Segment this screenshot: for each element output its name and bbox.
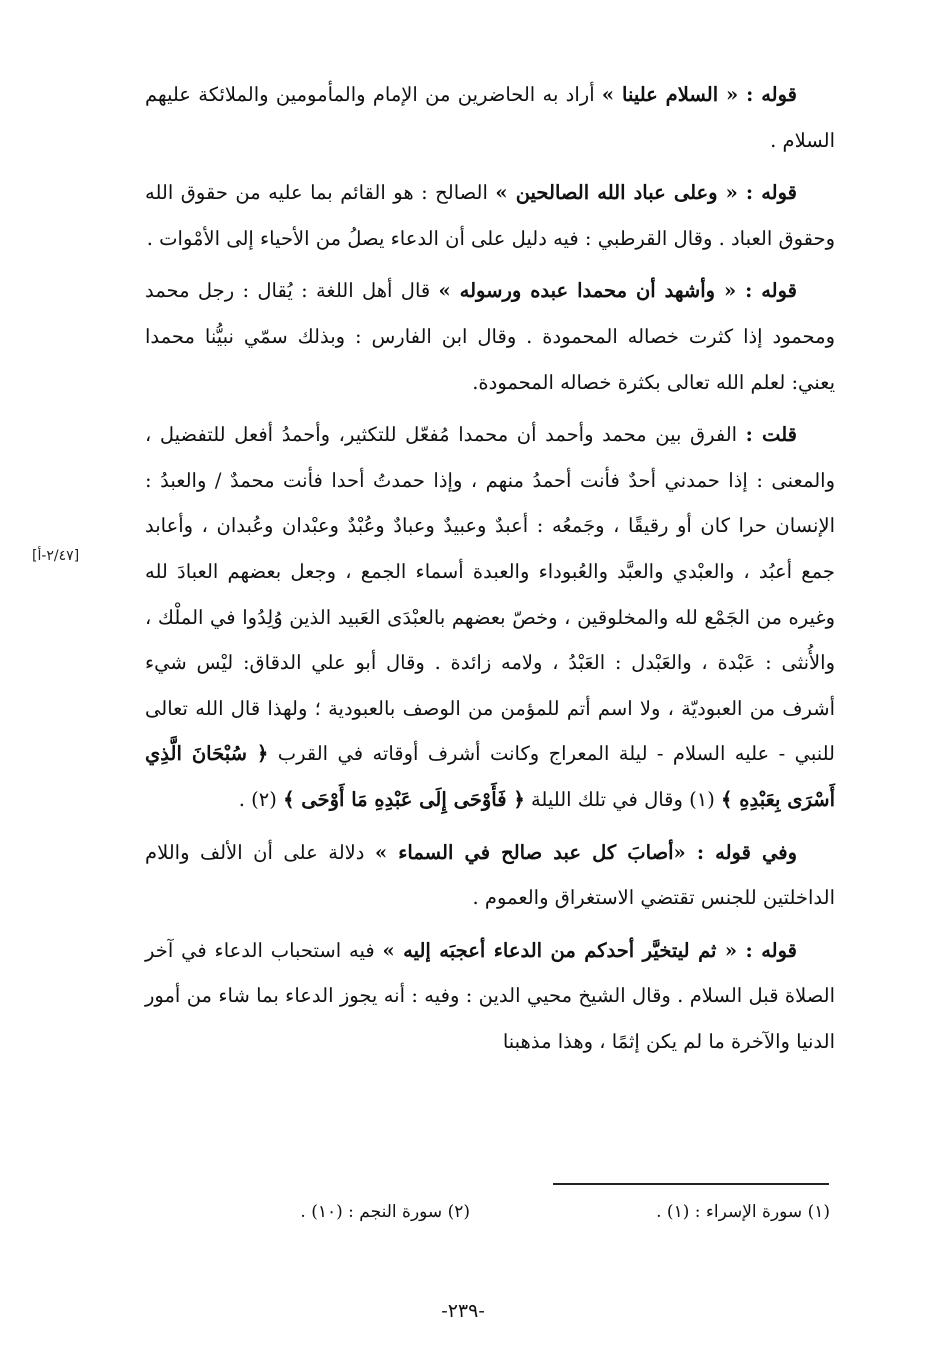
footnote-2: (٢) سورة النجم : (١٠) . xyxy=(300,1202,470,1222)
main-text xyxy=(145,72,835,1071)
paragraph-asaba xyxy=(145,830,835,921)
paragraph-lead: وفي قوله : «أصابَ كل عبد صالح في السماء » xyxy=(374,840,797,864)
footnote-ref[interactable]: (٢) xyxy=(244,787,284,811)
paragraph-lead: قوله : « وأشهد أن محمدا عبده ورسوله » xyxy=(438,279,797,303)
paragraph-body: فيه استحباب الدعاء في آخر الصلاة قبل السلام . وقال الشيخ محيي الدين : وفيه : أنه يجوز الدعاء بما شاء من أمور الدنيا والآخرة ما لم يكن إثمًا ، وهذا مذهبنا xyxy=(145,938,835,1053)
paragraph-lead: قوله : « ثم ليتخيَّر أحدكم من الدعاء أعجبَه إليه » xyxy=(382,938,797,962)
page-number: -٢٣٩- xyxy=(441,1300,485,1322)
paragraph-body: أراد به الحاضرين من الإمام والمأمومين والملائكة عليهم السلام . xyxy=(145,83,835,152)
manuscript-folio-marker: [٢/٤٧-أ] xyxy=(32,548,80,564)
paragraph-qultu xyxy=(145,412,835,822)
paragraph-lead: قوله : « وعلى عباد الله الصالحين » xyxy=(495,181,798,205)
paragraph-salihin xyxy=(145,170,835,261)
footnote-ref[interactable]: (١) xyxy=(682,787,722,811)
paragraph-dua xyxy=(145,928,835,1065)
paragraph-salam xyxy=(145,72,835,163)
paragraph-body: الصالح : هو القائم بما عليه من حقوق الله وحقوق العباد . وقال القرطبي : فيه دليل على أن الدعاء يصلُ من الأحياء إلى الأمْوات . xyxy=(145,181,835,250)
footnote-1: (١) سورة الإسراء : (١) . xyxy=(656,1202,830,1222)
paragraph-body: دلالة على أن الألف واللام الداخلتين للجنس تقتضي الاستغراق والعموم . xyxy=(145,840,835,910)
paragraph-shahada xyxy=(145,268,835,405)
paragraph-body: الفرق بين محمد وأحمد أن محمدا مُفعّل للتكثير، وأحمدُ أفعل للتفضيل ، والمعنى : إذا حمدني أحدٌ فأنت أحمدُ منهم ، وإذا حمدتُ أحدا فأنت محمدٌ / والعبدُ : الإنسان حرا كان أو رقيقًا ، وجَمعُه : أعبدٌ وعبيدٌ وعبادٌ وعُبْدٌ وعبْدان وعُبدان ، وأعابد جمع أعبُد ، والعبْدي والعبَّد والعُبوداء والعبدة أسماء الجمع ، وجعل بعضهم العبادَ لله وغيره من الجَمْع لله والمخلوقين ، وخصّ بعضهم بالعبْدَى العَبيد الذين وُلِدُوا في الملْك ، والأُنثى : عَبْدة ، والعَبْدل : العَبْدُ ، ولامه زائدة . وقال أبو علي الدقاق: ليْس شيء أشرف من العبوديّة ، ولا اسم أتم للمؤمن من الوصف بالعبودية ؛ ولهذا قال الله تعالى للنبي - عليه السلام - ليلة المعراج وكانت أشرف أوقاته في القرب xyxy=(145,423,835,766)
quran-verse: ﴿ فَأَوْحَى إِلَى عَبْدِهِ مَا أَوْحَى ﴾ xyxy=(283,787,525,811)
footnotes xyxy=(150,1202,830,1232)
footnote-divider xyxy=(553,1183,829,1185)
paragraph-lead: قلت : xyxy=(745,423,797,447)
paragraph-body: وقال في تلك الليلة xyxy=(524,787,683,811)
paragraph-end: . xyxy=(238,787,245,811)
paragraph-body: قال أهل اللغة : يُقال : رجل محمد ومحمود إذا كثرت خصاله المحمودة . وقال ابن الفارس : وبذلك سمّي نبيُّنا محمدا يعني: لعلم الله تعالى بكثرة خصاله المحمودة. xyxy=(145,279,835,394)
paragraph-lead: قوله : « السلام علينا » xyxy=(601,83,797,106)
quran-verse: ﴿ سُبْحَانَ الَّذِي أَسْرَى بِعَبْدِهِ ﴾ xyxy=(145,742,835,811)
